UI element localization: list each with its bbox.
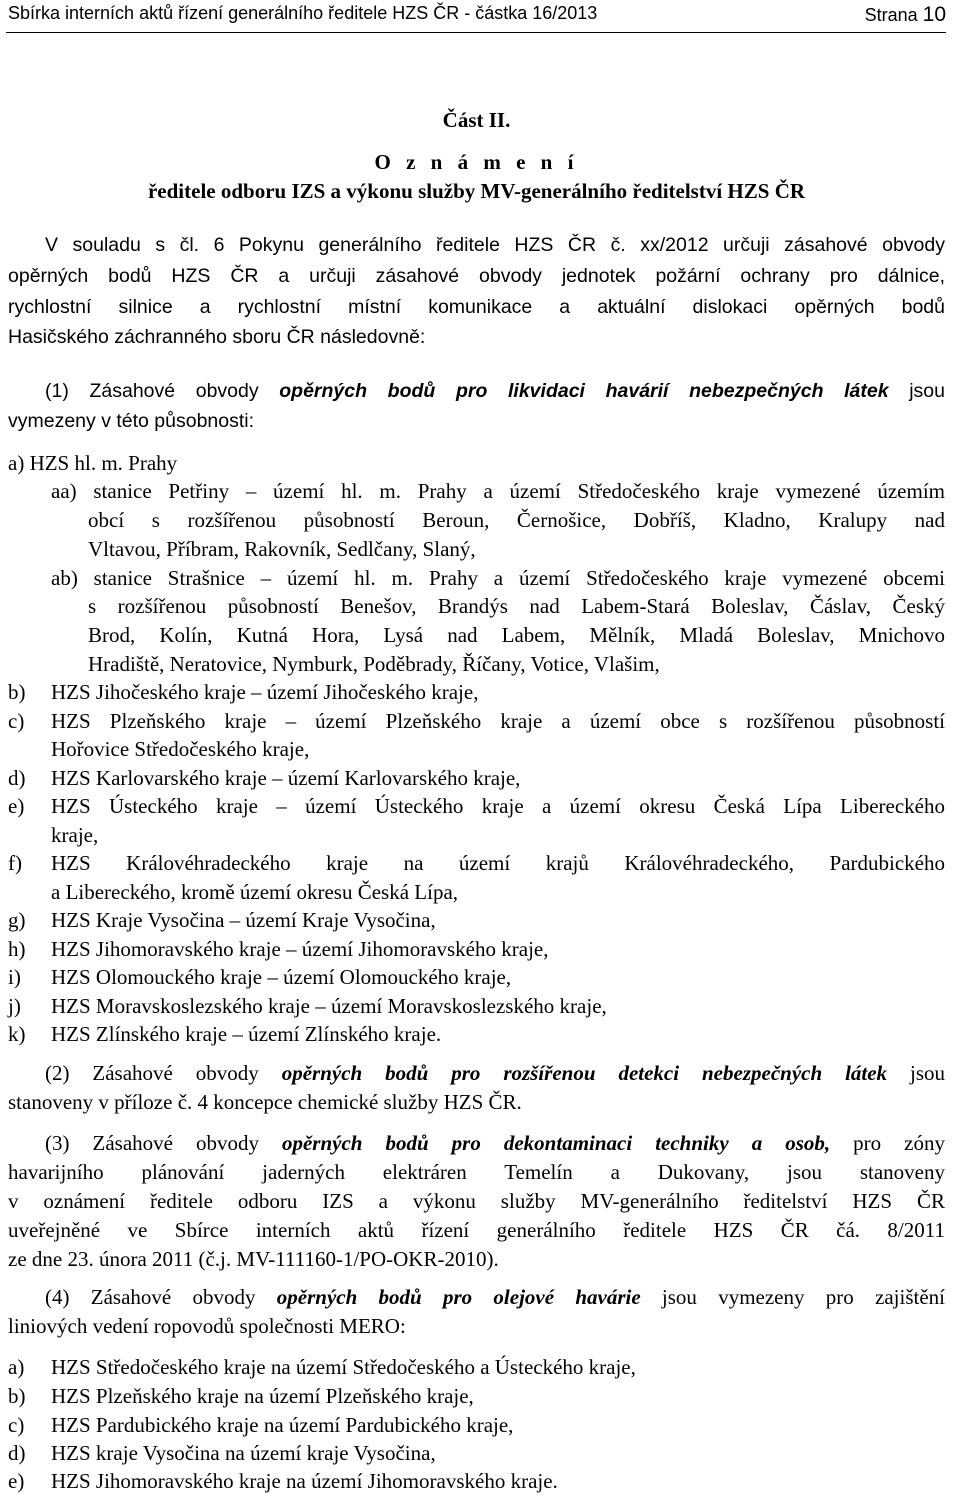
section-2-line: stanoveny v příloze č. 4 koncepce chemické služby HZS ČR.: [8, 1090, 522, 1114]
collection-title: Sbírka interních aktů řízení generálního ředitele HZS ČR - částka 16/2013: [8, 3, 598, 23]
section-2-line: (2) Zásahové obvody opěrných bodů pro rozšířenou detekci nebezpečných látek jsou: [45, 1061, 945, 1085]
list-item: f) HZS Královéhradeckého kraje na území krajů Královéhradeckého, Pardubického: [8, 851, 945, 875]
part-title: Část II.: [442, 108, 511, 132]
page-label: Strana: [864, 5, 918, 25]
list-item: c) HZS Plzeňského kraje – území Plzeňského kraje a území obce s rozšířenou působností: [8, 709, 945, 733]
section-3-line: v oznámení ředitele odboru IZS a výkonu služby MV-generálního ředitelství HZS ČR: [8, 1189, 945, 1213]
section-1-line: vymezeny v této působnosti:: [8, 410, 255, 432]
list-item-continuation: kraje,: [51, 823, 99, 847]
announcement-heading: O z n á m e n í: [374, 150, 579, 174]
announcement-subheading: ředitele odboru IZS a výkonu služby MV-generálního ředitelství HZS ČR: [147, 179, 806, 203]
list-item: a) HZS hl. m. Prahy: [8, 451, 178, 475]
intro-line: opěrných bodů HZS ČR a určuji zásahové obvody jednotek požární ochrany pro dálnice,: [8, 265, 945, 287]
section-4-line: (4) Zásahové obvody opěrných bodů pro olejové havárie jsou vymezeny pro zajištění: [45, 1285, 945, 1309]
list-item: aa) stanice Petřiny – území hl. m. Prahy a území Středočeského kraje vymezené územím: [51, 479, 945, 503]
intro-line: rychlostní silnice a rychlostní místní komunikace a aktuální dislokaci opěrných bodů: [8, 296, 945, 318]
list-item-continuation: Hradiště, Neratovice, Nymburk, Poděbrady, Říčany, Votice, Vlašim,: [88, 652, 660, 676]
section-3-line: ze dne 23. února 2011 (č.j. MV-111160-1/PO-OKR-2010).: [8, 1247, 499, 1271]
list-item-continuation: obcí s rozšířenou působností Beroun, Černošice, Dobříš, Kladno, Kralupy nad: [88, 508, 945, 532]
list-item: ab) stanice Strašnice – území hl. m. Prahy a území Středočeského kraje vymezené obcemi: [51, 566, 945, 590]
page-number: 10: [922, 3, 946, 26]
section-3-line: (3) Zásahové obvody opěrných bodů pro dekontaminaci techniky a osob, pro zóny: [45, 1131, 945, 1155]
list-item-continuation: Hořovice Středočeského kraje,: [51, 737, 310, 761]
header-rule: [6, 32, 946, 33]
section-1-line: (1) Zásahové obvody opěrných bodů pro likvidaci havárií nebezpečných látek jsou: [45, 380, 945, 402]
list-item-continuation: Vltavou, Příbram, Rakovník, Sedlčany, Slaný,: [88, 537, 476, 561]
intro-line: Hasičského záchranného sboru ČR následovně:: [8, 326, 426, 348]
list-item-continuation: Brod, Kolín, Kutná Hora, Lysá nad Labem, Mělník, Mladá Boleslav, Mnichovo: [88, 623, 945, 647]
section-3-line: uveřejněné ve Sbírce interních aktů řízení generálního ředitele HZS ČR čá. 8/2011: [8, 1218, 945, 1242]
page-indicator: [865, 3, 946, 27]
page-header: [8, 3, 946, 27]
list-item-continuation: s rozšířenou působností Benešov, Brandýs nad Labem-Stará Boleslav, Čáslav, Český: [88, 594, 945, 618]
section-3-line: havarijního plánování jaderných elektráren Temelín a Dukovany, jsou stanoveny: [8, 1160, 945, 1184]
list-item-continuation: a Libereckého, kromě území okresu Česká Lípa,: [51, 880, 459, 904]
section-4-line: liniových vedení ropovodů společnosti MERO:: [8, 1314, 406, 1338]
list-item: e) HZS Ústeckého kraje – území Ústeckého kraje a území okresu Česká Lípa Libereckého: [8, 794, 945, 818]
intro-line: V souladu s čl. 6 Pokynu generálního ředitele HZS ČR č. xx/2012 určuji zásahové obvody: [45, 234, 945, 256]
